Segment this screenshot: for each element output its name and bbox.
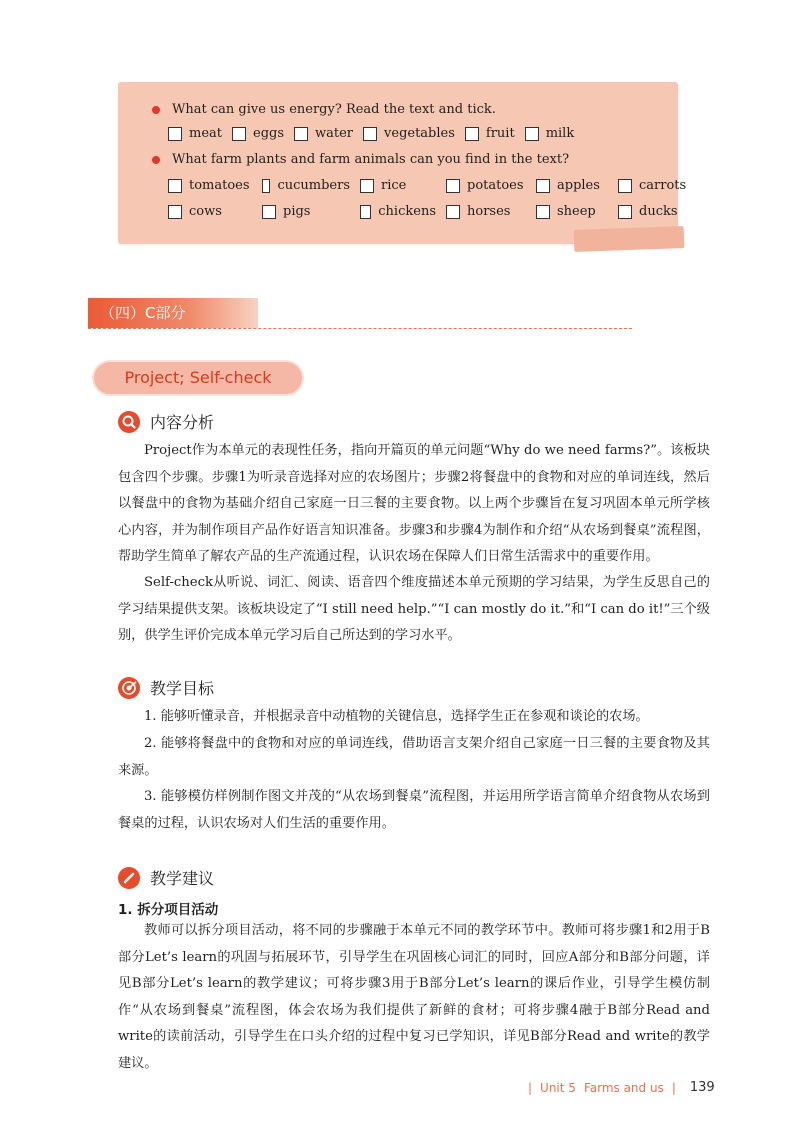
option-tomatoes[interactable]: tomatoes (168, 178, 252, 193)
pencil-icon (118, 867, 140, 889)
option-potatoes[interactable]: potatoes (446, 178, 526, 193)
checkbox[interactable] (360, 205, 371, 219)
goal-1: 1. 能够听懂录音，并根据录音中动植物的关键信息，选择学生正在参观和谈论的农场。 (144, 709, 649, 724)
checkbox[interactable] (262, 205, 276, 219)
checkbox[interactable] (363, 127, 377, 141)
option-carrots[interactable]: carrots (618, 178, 686, 193)
checkbox[interactable] (536, 179, 550, 193)
checkbox[interactable] (618, 205, 632, 219)
magnifier-icon (118, 411, 140, 433)
footer-title: Farms and us (583, 1080, 664, 1095)
checkbox[interactable] (168, 205, 182, 219)
option-milk[interactable]: milk (525, 126, 575, 141)
bullet-icon (152, 106, 160, 114)
option-water[interactable]: water (294, 126, 353, 141)
page-footer: | Unit 5 Farms and us | 139 (528, 1080, 715, 1095)
checkbox[interactable] (168, 179, 182, 193)
page-number: 139 (689, 1080, 715, 1095)
suggestion-subheading-1: 1. 拆分项目活动 (118, 902, 219, 918)
farm-options-row-1 (168, 178, 696, 193)
checkbox[interactable] (465, 127, 479, 141)
question-energy: What can give us energy? Read the text and tick. (152, 102, 496, 117)
goal-3: 3. 能够模仿样例制作图文并茂的“从农场到餐桌”流程图，并运用所学语言简单介绍食物从农场到餐桌的过程，认识农场对人们生活的重要作用。 (118, 789, 710, 831)
section-tab: （四）C部分 (88, 298, 258, 328)
checkbox[interactable] (294, 127, 308, 141)
goal-2: 2. 能够将餐盘中的食物和对应的单词连线，借助语言支架介绍自己家庭一日三餐的主要食物及其来源。 (118, 736, 710, 778)
checkbox[interactable] (536, 205, 550, 219)
bullet-icon (152, 156, 160, 164)
suggestion-paragraph-1: 教师可以拆分项目活动，将不同的步骤融于本单元不同的教学环节中。教师可将步骤1和2用于B部分Let’s learn的巩固与拓展环节，引导学生在巩固核心词汇的同时，回应A部分和B部分问题，详见B部分Let’s learn的教学建议；可将步骤3用于B部分Let’s learn的课后作业，引导学生模仿制作“从农场到餐桌”流程图，体会农场为我们提供了新鲜的食材；可将步骤4融于B部分Read and write的读前活动，引导学生在口头介绍的过程中复习已学知识，详见B部分Read and write的教学建议。 (118, 923, 710, 1071)
footer-unit: Unit 5 (540, 1080, 576, 1095)
analysis-paragraph-2: Self-check从听说、词汇、阅读、语音四个维度描述本单元预期的学习结果，为学生反思自己的学习结果提供支架。该板块设定了“I still need help.”“I can mostly do it.”和“I can do it!”三个级别，供学生评价完成本单元学习后自己所达到的学习水平。 (118, 575, 710, 643)
farm-options-row-2 (168, 204, 688, 219)
option-meat[interactable]: meat (168, 126, 222, 141)
target-icon (118, 677, 140, 699)
checkbox[interactable] (446, 205, 460, 219)
section-divider (88, 328, 632, 329)
worksheet-card (118, 82, 687, 244)
option-cows[interactable]: cows (168, 204, 252, 219)
goals-heading: 教学目标 (118, 676, 214, 699)
card-fold (574, 226, 685, 252)
energy-options (168, 126, 584, 141)
option-apples[interactable]: apples (536, 178, 608, 193)
section-pill: Project; Self-check (92, 360, 304, 396)
checkbox[interactable] (262, 179, 270, 193)
checkbox[interactable] (525, 127, 539, 141)
option-ducks[interactable]: ducks (618, 204, 678, 219)
option-rice[interactable]: rice (360, 178, 436, 193)
option-vegetables[interactable]: vegetables (363, 126, 455, 141)
checkbox[interactable] (168, 127, 182, 141)
option-eggs[interactable]: eggs (232, 126, 284, 141)
option-fruit[interactable]: fruit (465, 126, 515, 141)
analysis-heading: 内容分析 (118, 410, 214, 433)
option-chickens[interactable]: chickens (360, 204, 436, 219)
question-farm: What farm plants and farm animals can you find in the text? (152, 152, 569, 167)
suggestions-heading: 教学建议 (118, 866, 214, 889)
checkbox[interactable] (360, 179, 374, 193)
option-pigs[interactable]: pigs (262, 204, 350, 219)
option-horses[interactable]: horses (446, 204, 526, 219)
option-cucumbers[interactable]: cucumbers (262, 178, 350, 193)
checkbox[interactable] (446, 179, 460, 193)
analysis-paragraph-1: Project作为本单元的表现性任务，指向开篇页的单元问题“Why do we need farms?”。该板块包含四个步骤。步骤1为听录音选择对应的农场图片；步骤2将餐盘中的食物和对应的单词连线，然后以餐盘中的食物为基础介绍自己家庭一日三餐的主要食物。以上两个步骤旨在复习巩固本单元所学核心内容，并为制作项目产品作好语言知识准备。步骤3和步骤4为制作和介绍“从农场到餐桌”流程图，帮助学生简单了解农产品的生产流通过程，认识农场在保障人们日常生活需求中的重要作用。 (118, 443, 710, 564)
checkbox[interactable] (618, 179, 632, 193)
checkbox[interactable] (232, 127, 246, 141)
option-sheep[interactable]: sheep (536, 204, 608, 219)
